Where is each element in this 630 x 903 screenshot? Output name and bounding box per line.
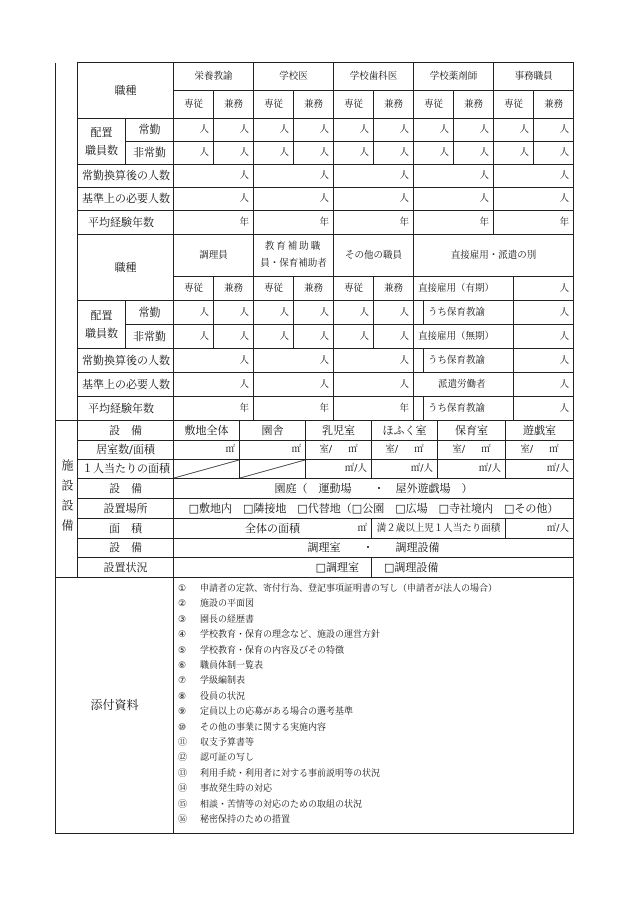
person-cell[interactable]: 人 [414,188,494,211]
person-cell[interactable]: 人 [334,119,374,142]
facility-item: 保育室 [438,421,506,441]
garden-text: 園庭（ 運動場 ・ 屋外遊戯場 ） [174,479,574,499]
kitchen-text: 調理室 ・ 調理設備 [174,539,574,558]
rooms-area-label: 居室数/面積 [78,441,174,460]
list-item: ⑩ その他の事業に関する実施内容 [178,722,327,733]
person-cell[interactable]: 人 [174,301,214,325]
total-area-cell[interactable]: 全体の面積 ㎡ [174,519,372,539]
list-item: ⑫ 認可証の写し [178,753,255,764]
person-cell[interactable]: 人 [214,142,254,165]
person-cell[interactable]: 人 [254,142,294,165]
person-cell[interactable]: 人 [494,119,534,142]
area-per-person-cell[interactable]: ㎡/人 [372,460,438,479]
left-margin-cell [56,63,78,235]
sub-header: 専従 [174,277,214,301]
facility-item: 園舎 [240,421,306,441]
diagonal-line [240,460,305,478]
sub-header: 専従 [414,91,454,119]
sub-header: 専従 [334,277,374,301]
person-cell[interactable]: 人 [254,165,334,188]
sub-header: 兼務 [214,91,254,119]
list-item: ⑮ 相談・苦情等の対応のための取組の状況 [178,799,363,810]
sub-header: 専従 [254,91,294,119]
over2-area-label: 満２歳以上児１人当たり面積 [372,519,506,539]
of-which-teacher-label: うち保育教諭 [424,397,514,421]
person-cell[interactable]: 人 [374,325,414,349]
list-item: ④ 学校教育・保育の理念など、施設の運営方針 [178,630,381,641]
role-header: 調理員 [174,235,254,277]
year-cell[interactable]: 年 [414,211,494,235]
direct-indefinite-label: 直接雇用（無期） [414,325,514,349]
year-cell[interactable]: 年 [254,397,334,421]
of-which-teacher-label: うち保育教諭 [424,349,514,373]
attachments-table [55,577,574,834]
person-cell[interactable]: 人 [334,301,374,325]
job-type-header: 職種 [78,63,174,119]
room-area-cell[interactable]: 室/ ㎡ [438,441,506,460]
role-header: 学校薬剤師 [414,63,494,91]
person-cell[interactable]: 人 [174,325,214,349]
person-cell[interactable]: 人 [334,188,414,211]
sub-header: 専従 [494,91,534,119]
direct-fixed-label: 直接雇用（有期） [414,277,514,301]
equipment-label: 設 備 [78,479,174,499]
room-area-cell[interactable]: 室/ ㎡ [372,441,438,460]
area-cell[interactable]: ㎡ [174,441,240,460]
role-header: 学校歯科医 [334,63,414,91]
sub-header: 専従 [174,91,214,119]
disabled-cell [174,460,240,479]
room-area-cell[interactable]: 室/ ㎡ [506,441,574,460]
person-cell[interactable]: 人 [254,325,294,349]
person-cell[interactable]: 人 [494,188,574,211]
area-per-person-cell[interactable]: ㎡/人 [506,519,574,539]
staff-table-1 [55,62,574,235]
person-cell[interactable]: 人 [494,165,574,188]
person-cell[interactable]: 人 [454,142,494,165]
person-cell[interactable]: 人 [534,119,574,142]
sub-header: 兼務 [214,277,254,301]
list-item: ⑭ 事故発生時の対応 [178,784,273,795]
person-cell[interactable]: 人 [334,373,414,397]
facility-item: ほふく室 [372,421,438,441]
person-cell[interactable]: 人 [414,165,494,188]
person-cell[interactable]: 人 [334,325,374,349]
list-item: ⑯ 秘密保持のための措置 [178,815,291,826]
facility-item: 乳児室 [306,421,372,441]
job-type-header: 職種 [78,235,174,301]
required-label: 基準上の必要人数 [78,188,174,211]
person-cell[interactable]: 人 [174,142,214,165]
year-cell[interactable]: 年 [174,397,254,421]
area-cell[interactable]: ㎡ [240,441,306,460]
attachments-list [174,578,574,834]
list-item: ⑤ 学校教育・保育の内容及びその特徴 [178,645,345,656]
role-header: 栄養教諭 [174,63,254,91]
employment-header: 直接雇用・派遣の別 [414,235,574,277]
required-label: 基準上の必要人数 [78,373,174,397]
avg-years-label: 平均経験年数 [78,211,174,235]
list-item: ⑥ 職員体制一覧表 [178,661,264,672]
year-cell[interactable]: 年 [174,211,254,235]
kitchen-equip-checkbox[interactable]: □調理設備 [372,558,574,578]
person-cell[interactable]: 人 [254,301,294,325]
facility-item: 遊戯室 [506,421,574,441]
sub-header: 兼務 [534,91,574,119]
person-cell[interactable]: 人 [334,142,374,165]
person-cell[interactable]: 人 [374,119,414,142]
person-cell[interactable]: 人 [294,325,334,349]
fulltime-label: 常勤 [126,119,174,142]
per-person-area-label: １人当たりの面積 [78,460,174,479]
staff-table-2 [55,234,574,421]
role-header: 学校医 [254,63,334,91]
year-cell[interactable]: 年 [494,211,574,235]
list-item: ① 申請者の定款、寄付行為、登記事項証明書の写し（申請者が法人の場合） [178,584,498,594]
avg-years-label: 平均経験年数 [78,397,174,421]
list-item: ⑦ 学級編制表 [178,676,246,687]
person-cell[interactable]: 人 [174,119,214,142]
person-cell[interactable]: 人 [514,301,574,325]
sub-header: 兼務 [374,91,414,119]
person-cell[interactable]: 人 [514,277,574,301]
location-label: 設置場所 [78,499,174,519]
person-cell[interactable]: 人 [514,349,574,373]
person-cell[interactable]: 人 [174,188,254,211]
room-area-cell[interactable]: 室/ ㎡ [306,441,372,460]
person-cell[interactable]: 人 [294,301,334,325]
equipment-label: 設 備 [78,539,174,558]
sub-header: 兼務 [294,91,334,119]
facility-table [55,420,574,578]
area-per-person-cell[interactable]: ㎡/人 [306,460,372,479]
year-cell[interactable]: 年 [334,211,414,235]
area-label: 面 積 [78,519,174,539]
person-cell[interactable]: 人 [174,349,254,373]
disabled-cell [240,460,306,479]
facility-item: 敷地全体 [174,421,240,441]
person-cell[interactable]: 人 [514,397,574,421]
role-header: その他の職員 [334,235,414,277]
parttime-label: 非常勤 [126,325,174,349]
placement-label: 配置 職員数 [78,301,126,349]
list-item: ③ 園長の経歴書 [178,614,255,625]
list-item: ⑪ 収支予算書等 [178,738,255,749]
person-cell[interactable]: 人 [214,119,254,142]
equipment-label: 設 備 [78,421,174,441]
area-per-person-cell[interactable]: ㎡/人 [506,460,574,479]
dispatch-label: 派遣労働者 [414,373,514,397]
year-cell[interactable]: 年 [334,397,414,421]
fulltime-label: 常勤 [126,301,174,325]
person-cell[interactable]: 人 [294,142,334,165]
attachments-label: 添付資料 [56,578,174,834]
role-header: 事務職員 [494,63,574,91]
person-cell[interactable]: 人 [414,142,454,165]
status-label: 設置状況 [78,558,174,578]
role-header: 教育補助職 員・保育補助者 [254,235,334,277]
of-which-teacher-label: うち保育教諭 [424,301,514,325]
sub-header: 兼務 [454,91,494,119]
person-cell[interactable]: 人 [174,373,254,397]
person-cell[interactable]: 人 [254,188,334,211]
diagonal-line [174,460,239,478]
person-cell[interactable]: 人 [214,301,254,325]
indent-cell [414,349,424,373]
indent-cell [414,301,424,325]
sub-header: 兼務 [294,277,334,301]
person-cell[interactable]: 人 [534,142,574,165]
list-item: ② 施設の平面図 [178,599,255,610]
person-cell[interactable]: 人 [294,119,334,142]
person-cell[interactable]: 人 [514,373,574,397]
person-cell[interactable]: 人 [374,142,414,165]
list-item: ⑨ 定員以上の応募がある場合の選考基準 [178,707,354,718]
person-cell[interactable]: 人 [334,165,414,188]
sub-header: 兼務 [374,277,414,301]
parttime-label: 非常勤 [126,142,174,165]
kitchen-room-checkbox[interactable]: □調理室 [174,558,372,578]
facility-side-label: 施設設備 [56,421,78,578]
person-cell[interactable]: 人 [254,349,334,373]
list-item: ⑬ 利用手続・利用者に対する事前説明等の状況 [178,768,381,779]
person-cell[interactable]: 人 [334,349,414,373]
sub-header: 専従 [334,91,374,119]
sub-header: 専従 [254,277,294,301]
person-cell[interactable]: 人 [414,119,454,142]
fte-label: 常勤換算後の人数 [78,165,174,188]
location-options[interactable]: □敷地内 □隣接地 □代替地（□公園 □広場 □寺社境内 □その他） [174,499,574,519]
indent-cell [414,397,424,421]
person-cell[interactable]: 人 [254,119,294,142]
fte-label: 常勤換算後の人数 [78,349,174,373]
left-margin-cell [56,235,78,421]
list-item: ⑧ 役員の状況 [178,691,246,702]
person-cell[interactable]: 人 [214,325,254,349]
year-cell[interactable]: 年 [254,211,334,235]
person-cell[interactable]: 人 [494,142,534,165]
person-cell[interactable]: 人 [514,325,574,349]
person-cell[interactable]: 人 [374,301,414,325]
person-cell[interactable]: 人 [174,165,254,188]
area-per-person-cell[interactable]: ㎡/人 [438,460,506,479]
placement-label: 配置 職員数 [78,119,126,165]
person-cell[interactable]: 人 [454,119,494,142]
person-cell[interactable]: 人 [254,373,334,397]
